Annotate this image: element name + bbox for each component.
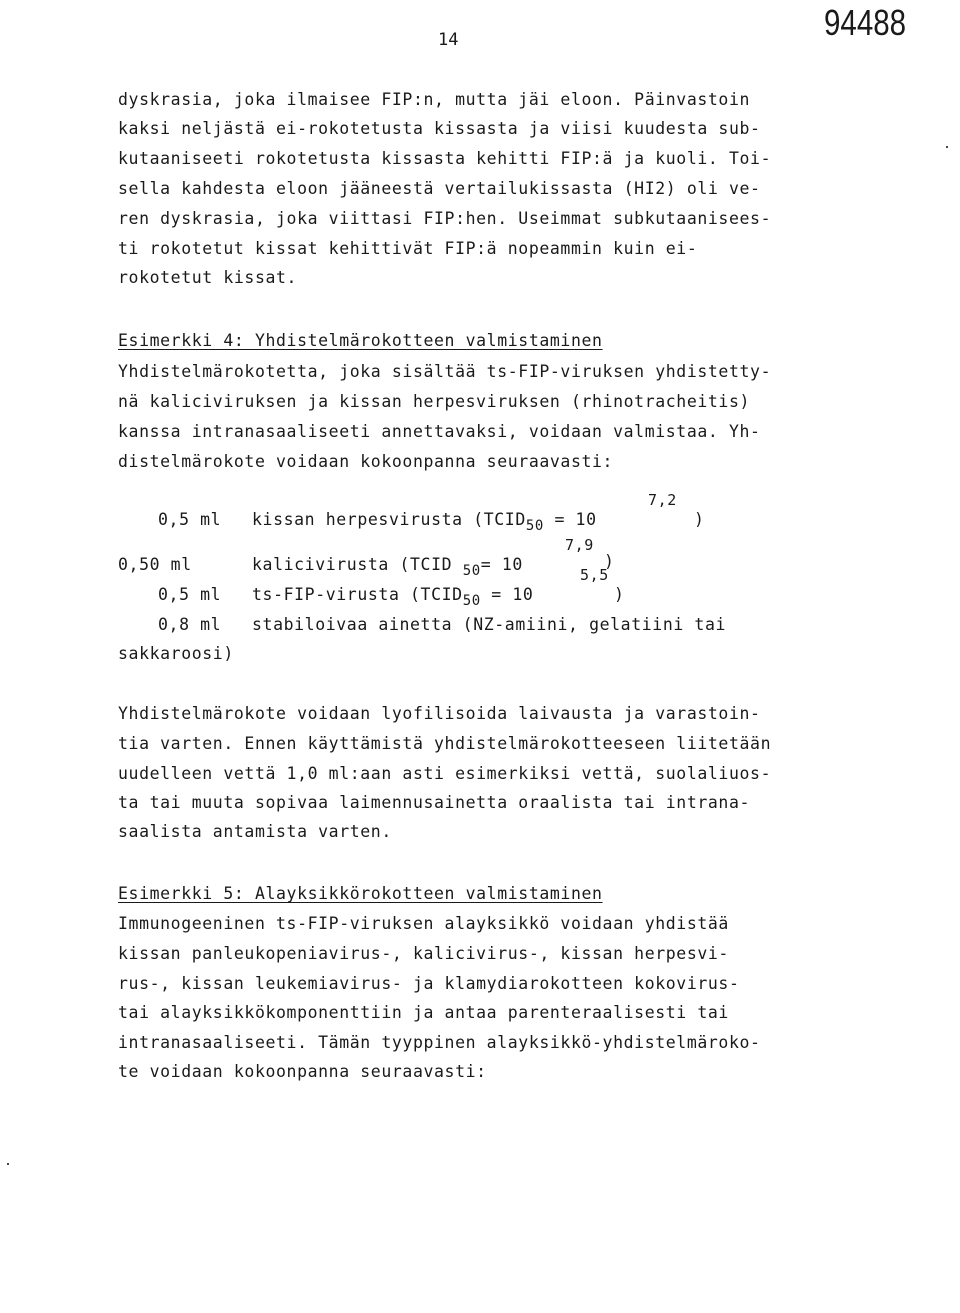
- text-line: tia varten. Ennen käyttämistä yhdistelmärokotteeseen liitetään: [118, 734, 772, 753]
- text-line: Yhdistelmärokotetta, joka sisältää ts-FIP-viruksen yhdistetty-: [118, 362, 772, 381]
- text-line: ta tai muuta sopivaa laimennusainetta oraalista tai intrana-: [118, 793, 751, 812]
- scan-speck: [7, 1163, 9, 1165]
- formula-amount: 0,8 ml: [158, 615, 222, 634]
- formula-text: stabiloivaa ainetta (NZ-amiini, gelatiini tai: [252, 615, 727, 634]
- page-number: 14: [438, 30, 459, 50]
- formula-row: [252, 510, 597, 534]
- exponent: 7,9: [565, 536, 594, 554]
- subscript: 50: [462, 563, 481, 579]
- formula-amount: 0,5 ml: [158, 510, 222, 529]
- formula-row: [252, 555, 523, 579]
- text-line: tai alayksikkökomponenttiin ja antaa parenteraalisesti tai: [118, 1003, 729, 1022]
- text-line: dyskrasia, joka ilmaisee FIP:n, mutta jäi eloon. Päinvastoin: [118, 90, 751, 109]
- document-number: 94488: [824, 2, 907, 43]
- formula-text: kalicivirusta (TCID: [252, 555, 463, 574]
- formula-text: ts-FIP-virusta (TCID: [252, 585, 463, 604]
- text-line: intranasaaliseeti. Tämän tyyppinen alayksikkö-yhdistelmäroko-: [118, 1033, 761, 1052]
- exponent: 5,5: [580, 566, 609, 584]
- text-line: rus-, kissan leukemiavirus- ja klamydiarokotteen kokovirus-: [118, 974, 740, 993]
- text-line: distelmärokote voidaan kokoonpanna seuraavasti:: [118, 452, 614, 471]
- text-line: kaksi neljästä ei-rokotetusta kissasta ja viisi kuudesta sub-: [118, 119, 761, 138]
- formula-close: ): [694, 510, 705, 529]
- text-line: nä kaliciviruksen ja kissan herpesviruksen (rhinotracheitis): [118, 392, 751, 411]
- formula-amount: 0,50 ml: [118, 555, 192, 574]
- example-5-heading: Esimerkki 5: Alayksikkörokotteen valmistaminen: [118, 884, 603, 903]
- example-4-heading: Esimerkki 4: Yhdistelmärokotteen valmistaminen: [118, 331, 603, 350]
- text-line: rokotetut kissat.: [118, 268, 298, 287]
- formula-continuation: sakkaroosi): [118, 644, 234, 663]
- formula-amount: 0,5 ml: [158, 585, 222, 604]
- text-line: ti rokotetut kissat kehittivät FIP:ä nopeammin kuin ei-: [118, 239, 698, 258]
- formula-eq: = 10: [480, 555, 523, 574]
- text-line: Immunogeeninen ts-FIP-viruksen alayksikkö voidaan yhdistää: [118, 914, 729, 933]
- formula-text: kissan herpesvirusta (TCID: [252, 510, 526, 529]
- subscript: 50: [462, 593, 481, 609]
- subscript: 50: [525, 518, 544, 534]
- text-line: sella kahdesta eloon jääneestä vertailukissasta (HI2) oli ve-: [118, 179, 761, 198]
- text-line: uudelleen vettä 1,0 ml:aan asti esimerkiksi vettä, suolaliuos-: [118, 764, 772, 783]
- formula-eq: = 10: [543, 510, 597, 529]
- text-line: kanssa intranasaaliseeti annettavaksi, voidaan valmistaa. Yh-: [118, 422, 761, 441]
- text-line: kutaaniseeti rokotetusta kissasta kehitti FIP:ä ja kuoli. Toi-: [118, 149, 772, 168]
- exponent: 7,2: [648, 491, 677, 509]
- formula-close: ): [614, 585, 625, 604]
- text-line: Yhdistelmärokote voidaan lyofilisoida laivausta ja varastoin-: [118, 704, 761, 723]
- text-line: saalista antamista varten.: [118, 822, 392, 841]
- text-line: te voidaan kokoonpanna seuraavasti:: [118, 1062, 487, 1081]
- scan-speck: [946, 146, 948, 148]
- formula-eq: = 10: [480, 585, 534, 604]
- text-line: kissan panleukopeniavirus-, kalicivirus-, kissan herpesvi-: [118, 944, 729, 963]
- formula-close: ): [604, 552, 615, 571]
- formula-row: [252, 585, 534, 609]
- text-line: ren dyskrasia, joka viittasi FIP:hen. Useimmat subkutaanisees-: [118, 209, 772, 228]
